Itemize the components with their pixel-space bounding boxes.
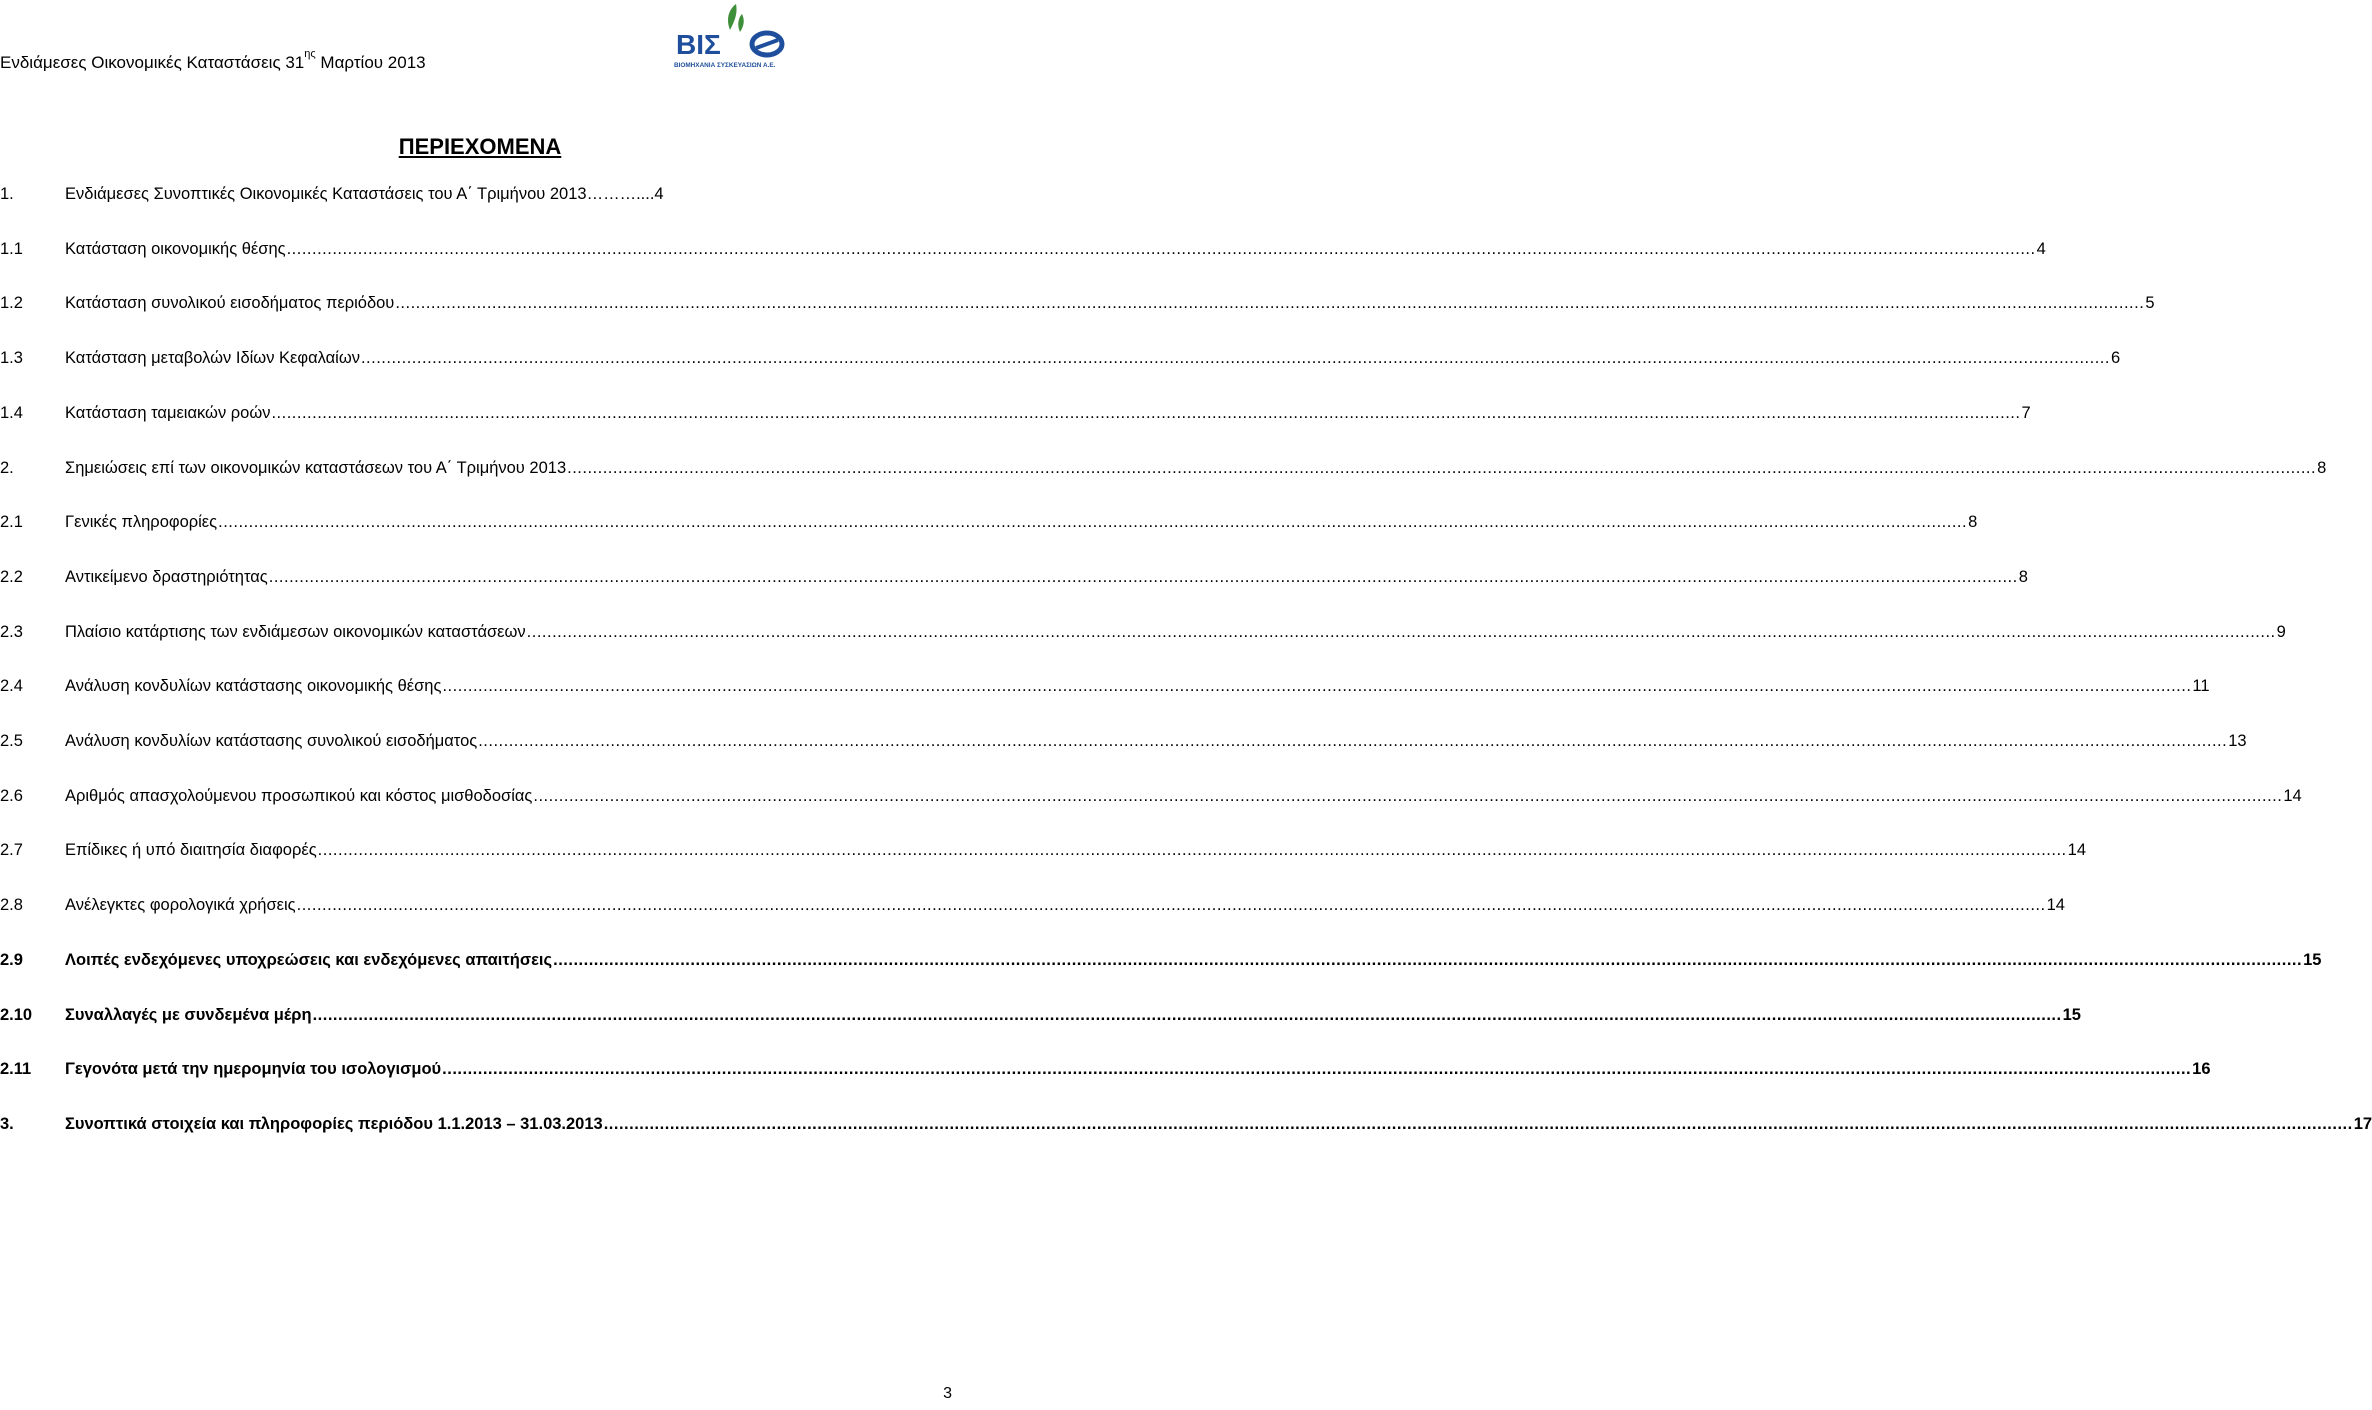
toc-entry-title: Συναλλαγές με συνδεμένα μέρη [65,1005,312,1024]
toc-entry-number: 2.6 [0,786,23,805]
toc-entry-title: Λοιπές ενδεχόμενες υποχρεώσεις και ενδεχόμενες απαιτήσεις [65,950,553,969]
toc-entry-number: 2.11 [0,1060,32,1079]
toc-entry-title: Ενδιάμεσες Συνοπτικές Οικονομικές Καταστάσεις του Α΄ Τριμήνου 2013………. [65,185,641,203]
toc-dot-leader [442,1057,2191,1081]
toc-entry-number: 2.5 [0,732,23,750]
toc-entry-title: Σημειώσεις επί των οικονομικών καταστάσεων του Α΄ Τριμήνου 2013 [65,458,567,477]
toc-entry-page: 5 [2145,294,2155,313]
toc-entry-title: Ανέλεγκτες φορολογικά χρήσεις [65,896,296,915]
toc-entry-title: Κατάσταση ταμειακών ροών [65,403,271,422]
toc-entry-page: 13 [2228,732,2247,750]
toc-entry-number: 2.3 [0,622,23,641]
toc-dot-leader [553,948,2302,972]
toc-entry[interactable] [0,456,2327,480]
toc-entry-page: 14 [2283,786,2302,805]
toc-entry-number: 1.3 [0,349,23,368]
toc-entry[interactable] [0,620,2286,644]
toc-dot-leader [271,401,2020,425]
toc-entry[interactable] [0,1112,2372,1136]
toc-entry[interactable] [0,674,2210,698]
toc-entry-page: 16 [2192,1060,2211,1079]
toc-dot-leader [567,456,2316,480]
toc-entry-number: 2. [0,458,14,477]
toc-dot-leader [287,237,2036,261]
toc-entry-title: Ανάλυση κονδυλίων κατάστασης συνολικού εισοδήματος [65,732,478,750]
toc-entry-page: 15 [2062,1005,2081,1024]
toc-entry[interactable] [0,1057,2211,1081]
toc-entry[interactable] [0,401,2031,425]
toc-title: ΠΕΡΙΕΧΟΜΕΝΑ [398,134,562,159]
toc-entry-number: 2.10 [0,1005,33,1024]
toc-entry-page: 9 [2276,622,2286,641]
toc-entry[interactable] [0,291,2155,315]
toc-entry-title: Συνοπτικά στοιχεία και πληροφορίες περιόδου 1.1.2013 – 31.03.2013 [65,1114,603,1133]
toc-dot-leader [318,838,2067,862]
toc-entry-title: Κατάσταση οικονομικής θέσης [65,239,286,258]
toc-dot-leader [527,620,2276,644]
toc-entry-number: 1. [0,185,14,203]
toc-entry-page: 15 [2303,950,2322,969]
toc-dot-leader [395,291,2144,315]
toc-dot-leader [361,346,2110,370]
page-number: 3 [943,1385,952,1402]
toc-entry-page: 8 [2317,458,2327,477]
toc-entry-number: 2.7 [0,841,23,860]
header-title-end: Μαρτίου 2013 [315,53,426,72]
toc-entry-number: 2.2 [0,567,23,586]
svg-text:ΒΙΣ: ΒΙΣ [676,29,721,60]
toc-entry[interactable] [0,948,2322,972]
toc-entry-number: 1.1 [0,239,23,258]
toc-entry-number: 1.2 [0,294,23,313]
toc-dot-leader [313,1003,2062,1027]
toc-entry[interactable] [0,784,2302,808]
toc-entry-page: 7 [2021,403,2031,422]
toc-entry-number: 2.8 [0,896,23,915]
toc-entry-page: 17 [2353,1114,2372,1133]
toc-entry-page: 14 [2046,896,2065,915]
toc-entry-title: Αντικείμενο δραστηριότητας [65,567,268,586]
toc-dot-leader [604,1112,2353,1136]
toc-entry-title: Γεγονότα μετά την ημερομηνία του ισολογισμού [65,1060,442,1079]
vis-logo-icon [672,0,787,70]
toc-entry-page: ...4 [640,185,664,203]
toc-entry-number: 2.9 [0,950,23,969]
toc-entry[interactable] [0,237,2046,261]
toc-entry-number: 2.1 [0,513,23,532]
toc-entry-title: Πλαίσιο κατάρτισης των ενδιάμεσων οικονομικών καταστάσεων [65,622,526,641]
toc-entry-page: 8 [1968,513,1978,532]
toc-dot-leader [269,565,2018,589]
toc-entry[interactable] [0,510,1978,534]
toc-entry-page: 4 [2036,239,2046,258]
toc-dot-leader [297,893,2046,917]
toc-entry[interactable] [0,729,2247,753]
toc-entry-number: 1.4 [0,403,23,422]
toc-entry[interactable] [0,182,780,206]
toc-entry-title: Αριθμός απασχολούμενου προσωπικού και κόστος μισθοδοσίας [65,786,533,805]
toc-dot-leader [478,729,2227,753]
toc-entry-title: Επίδικες ή υπό διαιτησία διαφορές [65,841,317,860]
toc-entry[interactable] [0,893,2065,917]
toc-entry[interactable] [0,838,2087,862]
toc-entry-page: 14 [2067,841,2087,860]
toc-entry-number: 3. [0,1114,14,1133]
toc-entry-number: 2.4 [0,677,23,696]
toc-entry-page: 6 [2110,349,2121,368]
toc-entry[interactable] [0,1003,2081,1027]
toc-dot-leader [533,784,2282,808]
toc-entry-title: Κατάσταση συνολικού εισοδήματος περιόδου [65,294,395,313]
toc-entry-page: 8 [2018,567,2028,586]
company-logo [672,0,787,70]
toc-entry-title: Ανάλυση κονδυλίων κατάστασης οικονομικής θέσης [65,677,442,696]
toc-entry-title: Κατάσταση μεταβολών Ιδίων Κεφαλαίων [65,349,360,368]
toc-dot-leader [218,510,1967,534]
toc-entry-title: Γενικές πληροφορίες [65,513,218,532]
header-title: Ενδιάμεσες Οικονομικές Καταστάσεις 31 [0,53,305,72]
svg-text:ΒΙΟΜΗΧΑΝΙΑ ΣΥΣΚΕΥΑΣΙΩΝ Α.Ε.: ΒΙΟΜΗΧΑΝΙΑ ΣΥΣΚΕΥΑΣΙΩΝ Α.Ε. [674,62,776,69]
toc-dot-leader [442,674,2191,698]
document-header [0,48,426,74]
toc-entry[interactable] [0,565,2028,589]
toc-entry-page: 11 [2192,677,2210,696]
toc-entry[interactable] [0,346,2121,370]
header-superscript: ης [304,48,316,60]
